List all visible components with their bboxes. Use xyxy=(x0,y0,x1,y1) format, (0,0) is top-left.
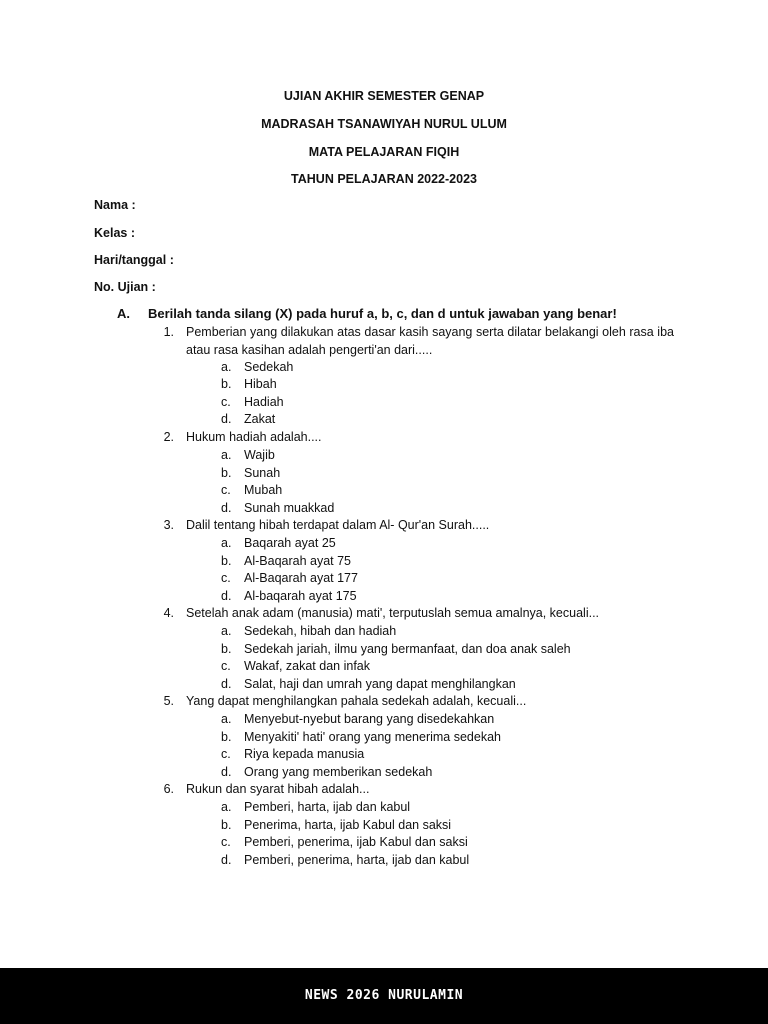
question-text: Pemberian yang dilakukan atas dasar kasih sayang serta dilatar belakangi oleh rasa iba atau rasa kasihan adalah pengerti'an dari..... xyxy=(186,325,674,357)
option-text: Riya kepada manusia xyxy=(244,747,365,761)
question-number: 4. xyxy=(163,606,174,620)
exam-title: UJIAN AKHIR SEMESTER GENAP xyxy=(283,89,485,103)
question-number: 1. xyxy=(163,325,174,339)
option-letter: d. xyxy=(221,589,232,603)
question-number: 2. xyxy=(163,430,174,444)
option-letter: a. xyxy=(221,448,232,462)
question-text: Dalil tentang hibah terdapat dalam Al- Qur'an Surah..... xyxy=(186,518,490,532)
question-text: Rukun dan syarat hibah adalah... xyxy=(186,782,370,796)
option-text: Orang yang memberikan sedekah xyxy=(244,765,433,779)
option-text: Penerima, harta, ijab Kabul dan saksi xyxy=(244,818,452,832)
option-text: Sunah xyxy=(244,466,281,480)
question-text: Hukum hadiah adalah.... xyxy=(186,430,322,444)
field-hari-tanggal: Hari/tanggal : xyxy=(94,253,174,267)
option-letter: c. xyxy=(221,395,231,409)
option-text: Sedekah, hibah dan hadiah xyxy=(244,624,397,638)
option-letter: a. xyxy=(221,800,232,814)
school-name: MADRASAH TSANAWIYAH NURUL ULUM xyxy=(261,117,507,131)
option-text: Hibah xyxy=(244,377,277,391)
option-letter: d. xyxy=(221,765,232,779)
option-letter: d. xyxy=(221,412,232,426)
option-letter: b. xyxy=(221,730,232,744)
option-text: Menyebut-nyebut barang yang disedekahkan xyxy=(244,712,495,726)
option-letter: b. xyxy=(221,818,232,832)
option-text: Pemberi, penerima, ijab Kabul dan saksi xyxy=(244,835,468,849)
option-letter: b. xyxy=(221,466,232,480)
option-letter: b. xyxy=(221,642,232,656)
section-instruction: Berilah tanda silang (X) pada huruf a, b, c, dan d untuk jawaban yang benar! xyxy=(148,306,617,321)
option-letter: a. xyxy=(221,624,232,638)
question-number: 5. xyxy=(163,694,174,708)
option-letter: b. xyxy=(221,377,232,391)
field-nama: Nama : xyxy=(94,198,136,212)
option-letter: c. xyxy=(221,483,231,497)
field-kelas: Kelas : xyxy=(94,226,135,240)
section-marker: A. xyxy=(117,306,130,321)
option-text: Sedekah xyxy=(244,360,294,374)
option-letter: d. xyxy=(221,501,232,515)
option-text: Al-baqarah ayat 175 xyxy=(244,589,357,603)
field-no-ujian: No. Ujian : xyxy=(94,280,156,294)
subject-name: MATA PELAJARAN FIQIH xyxy=(308,145,460,159)
option-text: Al-Baqarah ayat 177 xyxy=(244,571,358,585)
option-text: Hadiah xyxy=(244,395,284,409)
option-text: Al-Baqarah ayat 75 xyxy=(244,554,352,568)
option-text: Zakat xyxy=(244,412,276,426)
academic-year: TAHUN PELAJARAN 2022-2023 xyxy=(291,172,477,186)
option-text: Pemberi, harta, ijab dan kabul xyxy=(244,800,411,814)
option-text: Salat, haji dan umrah yang dapat menghilangkan xyxy=(244,677,516,691)
option-letter: b. xyxy=(221,554,232,568)
footer-watermark-text: NEWS 2026 NURULAMIN xyxy=(304,988,464,1003)
question-text: Yang dapat menghilangkan pahala sedekah adalah, kecuali... xyxy=(186,694,527,708)
option-letter: c. xyxy=(221,571,231,585)
option-letter: c. xyxy=(221,835,231,849)
option-letter: a. xyxy=(221,360,232,374)
option-letter: d. xyxy=(221,853,232,867)
option-letter: c. xyxy=(221,747,231,761)
option-text: Sedekah jariah, ilmu yang bermanfaat, dan doa anak saleh xyxy=(244,642,571,656)
footer-bar xyxy=(0,968,768,1024)
option-text: Menyakiti' hati' orang yang menerima sedekah xyxy=(244,730,501,744)
question-number: 3. xyxy=(163,518,174,532)
question-text: Setelah anak adam (manusia) mati', terputuslah semua amalnya, kecuali... xyxy=(186,606,600,620)
option-text: Sunah muakkad xyxy=(244,501,335,515)
option-letter: a. xyxy=(221,712,232,726)
option-text: Baqarah ayat 25 xyxy=(244,536,336,550)
option-text: Pemberi, penerima, harta, ijab dan kabul xyxy=(244,853,470,867)
option-text: Wakaf, zakat dan infak xyxy=(244,659,370,673)
option-text: Wajib xyxy=(244,448,275,462)
option-text: Mubah xyxy=(244,483,283,497)
option-letter: d. xyxy=(221,677,232,691)
option-letter: a. xyxy=(221,536,232,550)
question-number: 6. xyxy=(163,782,174,796)
option-letter: c. xyxy=(221,659,231,673)
